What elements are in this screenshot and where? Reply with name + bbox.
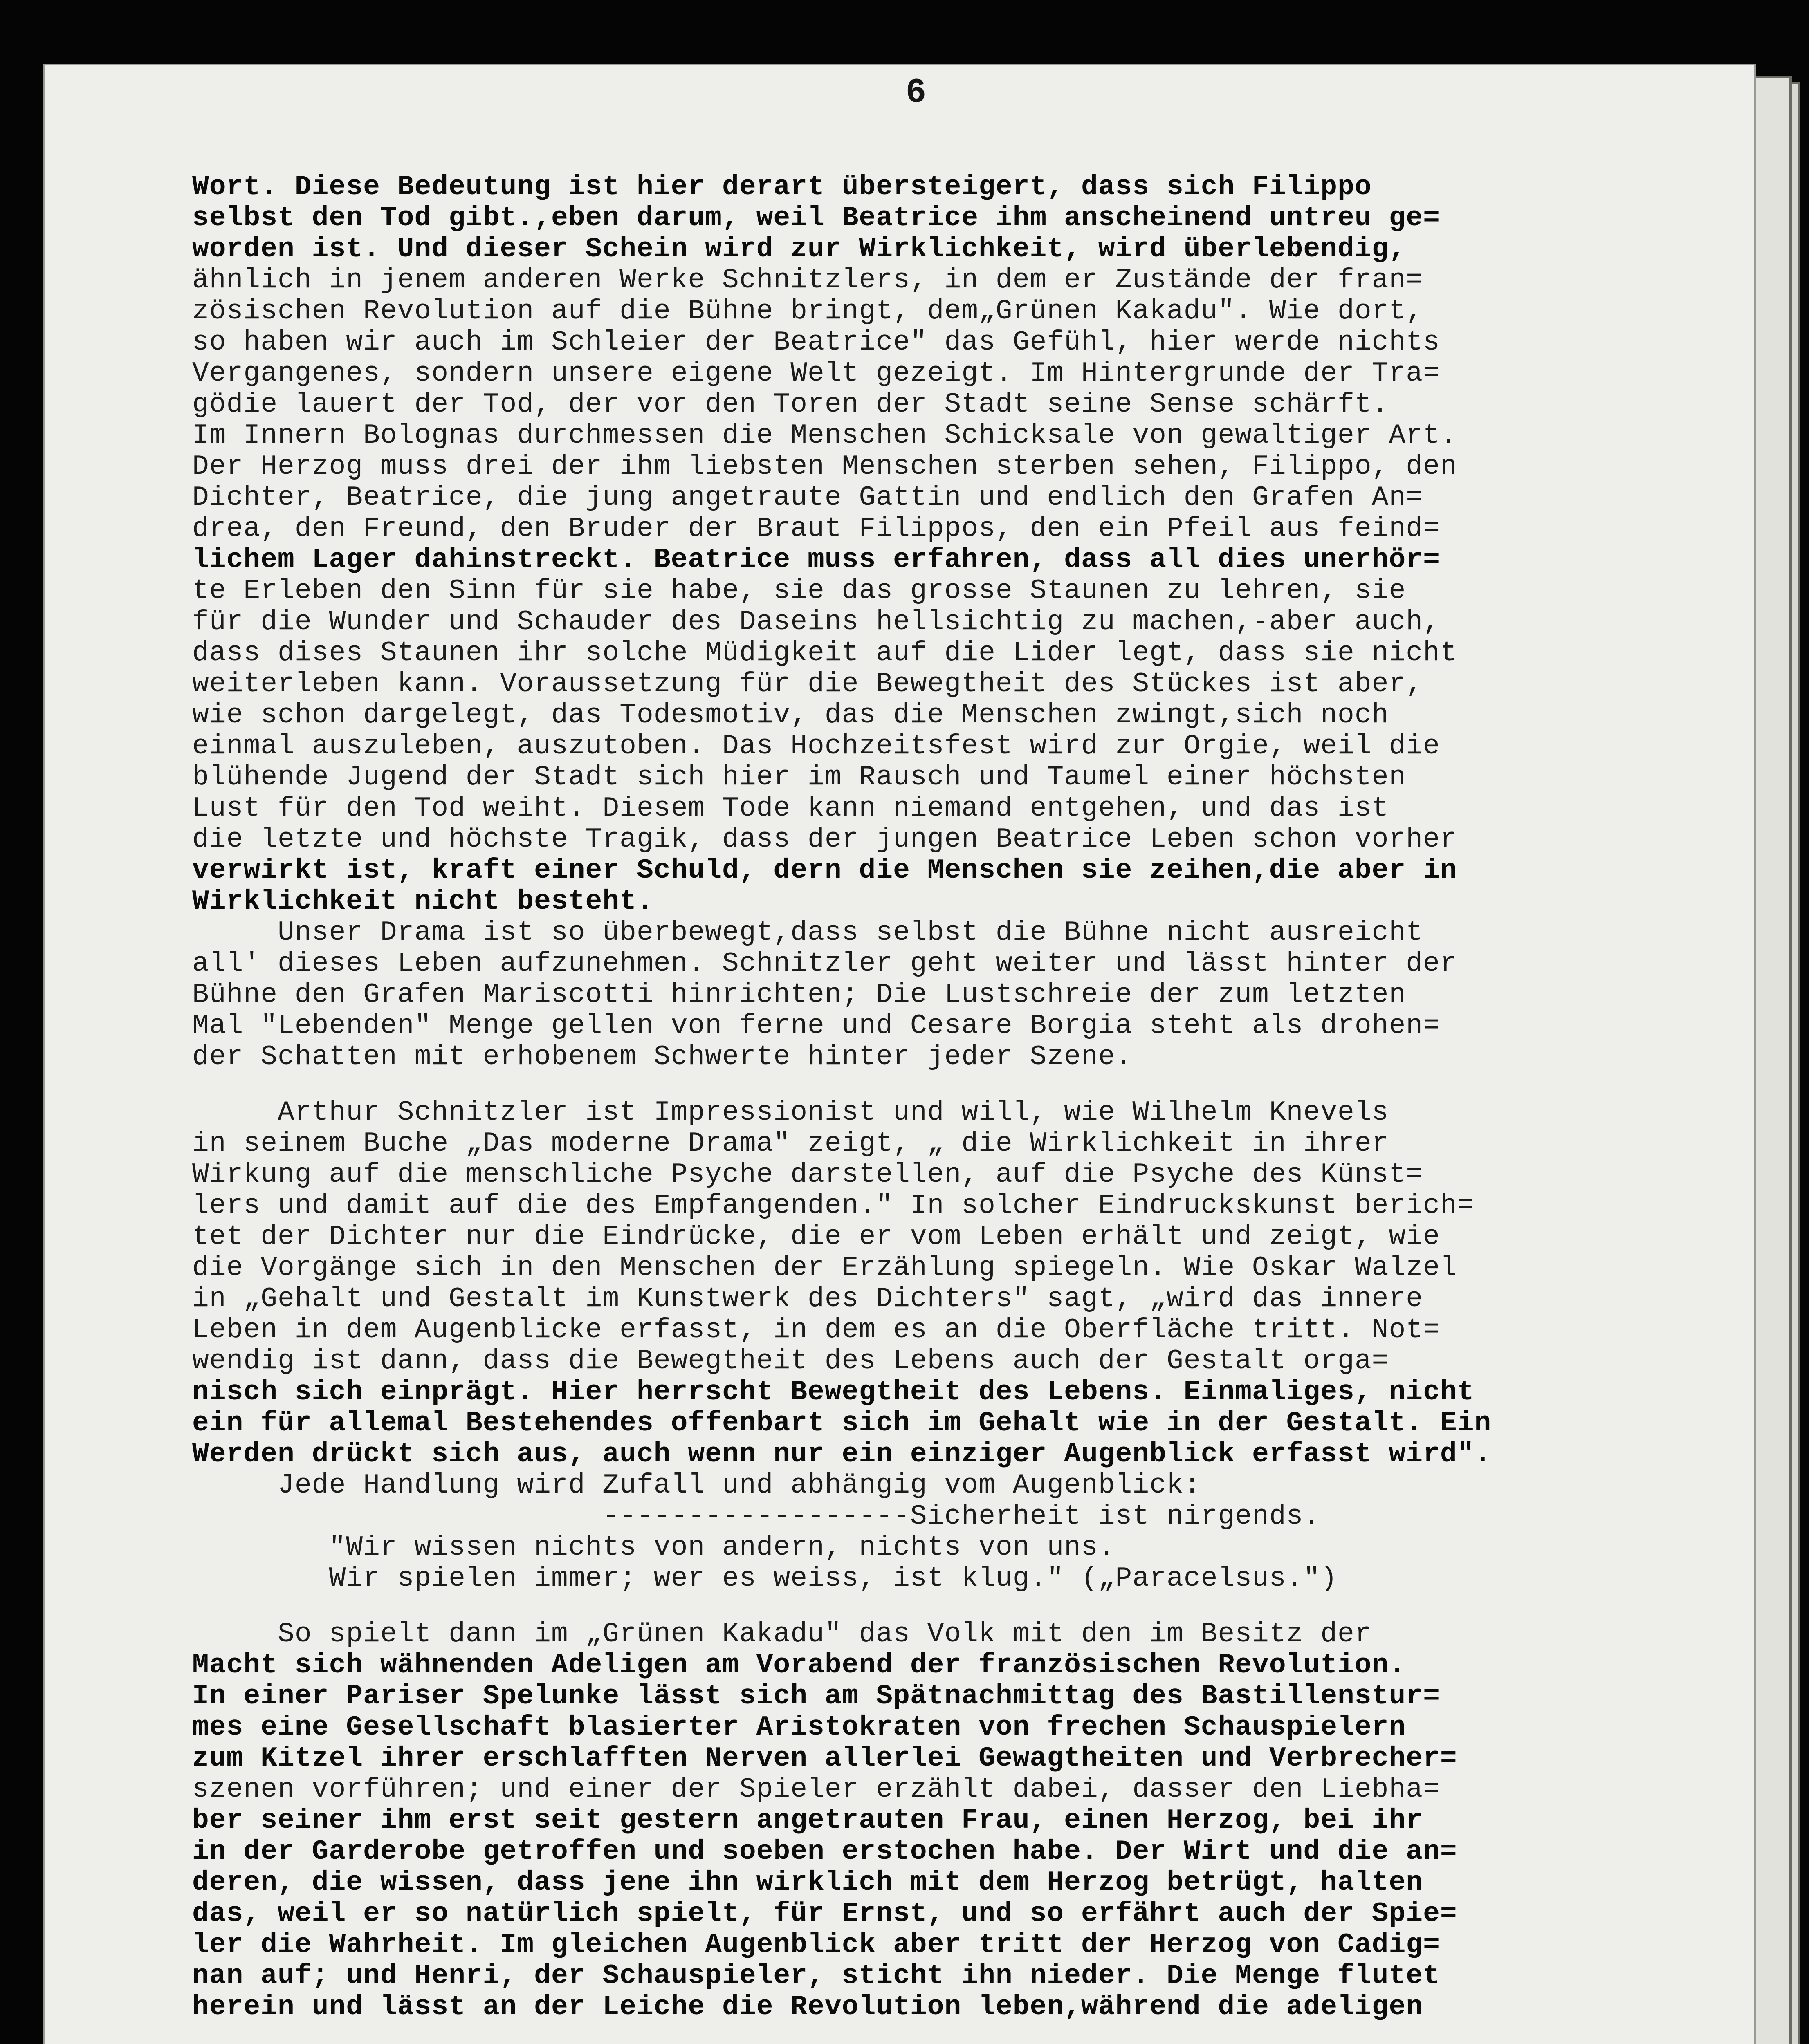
- text-line: Bühne den Grafen Mariscotti hinrichten; Die Lustschreie der zum letzten: [192, 979, 1406, 1011]
- text-line: ------------------Sicherheit ist nirgends.: [192, 1501, 1321, 1532]
- text-line: In einer Pariser Spelunke lässt sich am Spätnachmittag des Bastillenstur=: [192, 1681, 1440, 1712]
- text-line: Im Innern Bolognas durchmessen die Menschen Schicksale von gewaltiger Art.: [192, 420, 1457, 451]
- text-line: mes eine Gesellschaft blasierter Aristokraten von frechen Schauspielern: [192, 1712, 1406, 1743]
- text-line: das, weil er so natürlich spielt, für Ernst, und so erfährt auch der Spie=: [192, 1898, 1457, 1930]
- text-line: Arthur Schnitzler ist Impressionist und will, wie Wilhelm Knevels: [192, 1097, 1389, 1128]
- text-line: Macht sich wähnenden Adeligen am Vorabend der französischen Revolution.: [192, 1650, 1406, 1681]
- text-line: all' dieses Leben aufzunehmen. Schnitzler geht weiter und lässt hinter der: [192, 948, 1457, 979]
- paragraph-gap: [192, 1073, 1787, 1097]
- text-line: Leben in dem Augenblicke erfasst, in dem es an die Oberfläche tritt. Not=: [192, 1314, 1440, 1346]
- text-line: Wir spielen immer; wer es weiss, ist klug." („Paracelsus."): [192, 1563, 1338, 1594]
- text-line: Wirklichkeit nicht besteht.: [192, 886, 654, 917]
- text-line: lers und damit auf die des Empfangenden." In solcher Eindruckskunst berich=: [192, 1190, 1475, 1221]
- text-line: wie schon dargelegt, das Todesmotiv, das die Menschen zwingt,sich noch: [192, 699, 1389, 731]
- text-line: ein für allemal Bestehendes offenbart sich im Gehalt wie in der Gestalt. Ein: [192, 1407, 1492, 1439]
- text-line: in seinem Buche „Das moderne Drama" zeigt, „ die Wirklichkeit in ihrer: [192, 1128, 1389, 1159]
- text-line: Wirkung auf die menschliche Psyche darstellen, auf die Psyche des Künst=: [192, 1159, 1423, 1190]
- text-line: so haben wir auch im Schleier der Beatrice" das Gefühl, hier werde nichts: [192, 327, 1440, 358]
- text-line: dass dises Staunen ihr solche Müdigkeit auf die Lider legt, dass sie nicht: [192, 637, 1457, 669]
- text-line: Der Herzog muss drei der ihm liebsten Menschen sterben sehen, Filippo, den: [192, 451, 1457, 482]
- text-line: worden ist. Und dieser Schein wird zur Wirklichkeit, wird überlebendig,: [192, 233, 1406, 265]
- text-line: Lust für den Tod weiht. Diesem Tode kann niemand entgehen, und das ist: [192, 793, 1389, 824]
- text-line: ler die Wahrheit. Im gleichen Augenblick aber tritt der Herzog von Cadig=: [192, 1929, 1440, 1961]
- text-line: blühende Jugend der Stadt sich hier im Rausch und Taumel einer höchsten: [192, 762, 1406, 793]
- text-line: nisch sich einprägt. Hier herrscht Bewegtheit des Lebens. Einmaliges, nicht: [192, 1376, 1475, 1408]
- text-line: Mal "Lebenden" Menge gellen von ferne und Cesare Borgia steht als drohen=: [192, 1010, 1440, 1042]
- text-line: zösischen Revolution auf die Bühne bringt, dem„Grünen Kakadu". Wie dort,: [192, 296, 1423, 327]
- text-line: nan auf; und Henri, der Schauspieler, sticht ihn nieder. Die Menge flutet: [192, 1960, 1440, 1992]
- text-line: einmal auszuleben, auszutoben. Das Hochzeitsfest wird zur Orgie, weil die: [192, 731, 1440, 762]
- text-line: verwirkt ist, kraft einer Schuld, dern die Menschen sie zeihen,die aber in: [192, 855, 1457, 886]
- text-line: So spielt dann im „Grünen Kakadu" das Volk mit den im Besitz der: [192, 1618, 1372, 1650]
- text-line: herein und lässt an der Leiche die Revolution leben,während die adeligen: [192, 1991, 1423, 2023]
- text-line: für die Wunder und Schauder des Daseins hellsichtig zu machen,-aber auch,: [192, 606, 1440, 638]
- text-line: Werden drückt sich aus, auch wenn nur ein einziger Augenblick erfasst wird".: [192, 1439, 1492, 1470]
- text-line: gödie lauert der Tod, der vor den Toren der Stadt seine Sense schärft.: [192, 389, 1389, 420]
- text-line: Vergangenes, sondern unsere eigene Welt gezeigt. Im Hintergrunde der Tra=: [192, 358, 1440, 389]
- text-line: die Vorgänge sich in den Menschen der Erzählung spiegeln. Wie Oskar Walzel: [192, 1252, 1457, 1284]
- typewritten-page: [45, 65, 1754, 2044]
- text-line: te Erleben den Sinn für sie habe, sie das grosse Staunen zu lehren, sie: [192, 575, 1406, 607]
- text-line: der Schatten mit erhobenem Schwerte hinter jeder Szene.: [192, 1041, 1133, 1073]
- text-line: weiterleben kann. Voraussetzung für die Bewegtheit des Stückes ist aber,: [192, 668, 1423, 700]
- text-line: in „Gehalt und Gestalt im Kunstwerk des Dichters" sagt, „wird das innere: [192, 1283, 1423, 1315]
- text-line: tet der Dichter nur die Eindrücke, die er vom Leben erhält und zeigt, wie: [192, 1221, 1440, 1253]
- text-line: ähnlich in jenem anderen Werke Schnitzlers, in dem er Zustände der fran=: [192, 264, 1423, 296]
- text-line: "Wir wissen nichts von andern, nichts von uns.: [192, 1532, 1115, 1563]
- text-line: ber seiner ihm erst seit gestern angetrauten Frau, einen Herzog, bei ihr: [192, 1805, 1423, 1836]
- text-line: wendig ist dann, dass die Bewegtheit des Lebens auch der Gestalt orga=: [192, 1345, 1389, 1377]
- body-text: [192, 172, 1787, 2023]
- text-line: Jede Handlung wird Zufall und abhängig vom Augenblick:: [192, 1470, 1201, 1501]
- text-line: zum Kitzel ihrer erschlafften Nerven allerlei Gewagtheiten und Verbrecher=: [192, 1743, 1457, 1774]
- text-line: selbst den Tod gibt.,eben darum, weil Beatrice ihm anscheinend untreu ge=: [192, 202, 1440, 234]
- text-line: drea, den Freund, den Bruder der Braut Filippos, den ein Pfeil aus feind=: [192, 513, 1440, 545]
- text-line: szenen vorführen; und einer der Spieler erzählt dabei, dasser den Liebha=: [192, 1774, 1440, 1805]
- text-line: die letzte und höchste Tragik, dass der jungen Beatrice Leben schon vorher: [192, 824, 1457, 855]
- text-line: Unser Drama ist so überbewegt,dass selbst die Bühne nicht ausreicht: [192, 917, 1423, 948]
- text-line: deren, die wissen, dass jene ihn wirklich mit dem Herzog betrügt, halten: [192, 1867, 1423, 1898]
- paragraph-gap: [192, 1594, 1787, 1619]
- text-line: lichem Lager dahinstreckt. Beatrice muss erfahren, dass all dies unerhör=: [192, 544, 1440, 576]
- page-number: 6: [905, 74, 927, 112]
- text-line: in der Garderobe getroffen und soeben erstochen habe. Der Wirt und die an=: [192, 1836, 1457, 1867]
- text-line: Wort. Diese Bedeutung ist hier derart übersteigert, dass sich Filippo: [192, 171, 1372, 203]
- text-line: Dichter, Beatrice, die jung angetraute Gattin und endlich den Grafen An=: [192, 482, 1423, 513]
